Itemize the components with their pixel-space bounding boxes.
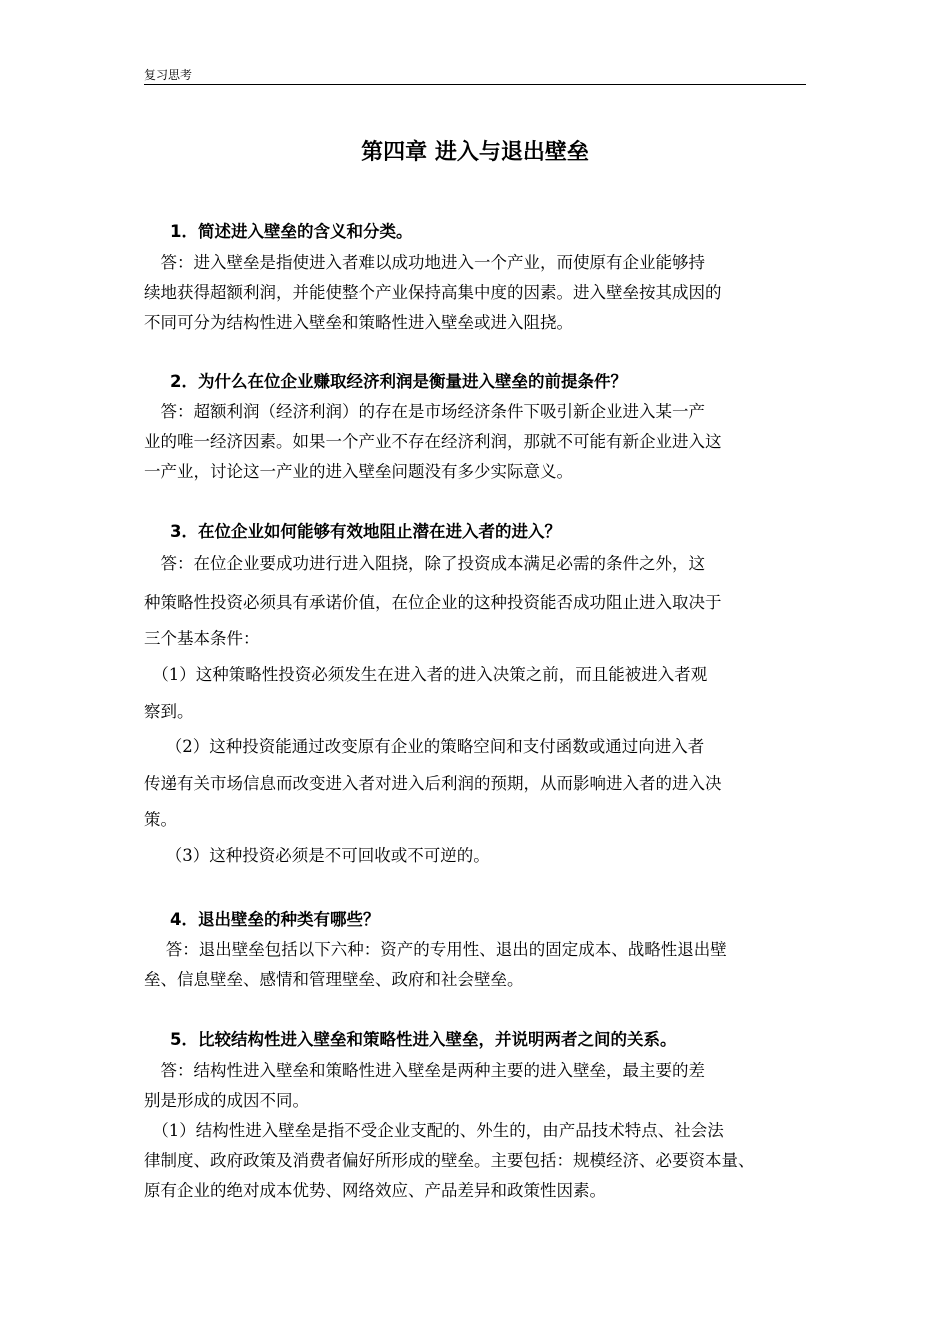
answer-line: 答：结构性进入壁垒和策略性进入壁垒是两种主要的进入壁垒，最主要的差 (144, 1061, 705, 1080)
answer-line: 续地获得超额利润，并能使整个产业保持高集中度的因素。进入壁垒按其成因的 (144, 283, 722, 302)
question-4: 4．退出壁垒的种类有哪些？ (170, 910, 380, 929)
answer-line: 答：进入壁垒是指使进入者难以成功地进入一个产业，而使原有企业能够持 (144, 253, 705, 272)
answer-line: 原有企业的绝对成本优势、网络效应、产品差异和政策性因素。 (144, 1181, 606, 1200)
answer-line: 察到。 (144, 702, 194, 721)
answer-line: 答：超额利润（经济利润）的存在是市场经济条件下吸引新企业进入某一产 (144, 402, 705, 421)
question-3: 3．在位企业如何能够有效地阻止潜在进入者的进入？ (170, 522, 561, 541)
answer-line: 不同可分为结构性进入壁垒和策略性进入壁垒或进入阻挠。 (144, 313, 573, 332)
question-2: 2．为什么在位企业赚取经济利润是衡量进入壁垒的前提条件？ (170, 372, 627, 391)
answer-line: 传递有关市场信息而改变进入者对进入后利润的预期，从而影响进入者的进入决 (144, 774, 722, 793)
answer-line: 业的唯一经济因素。如果一个产业不存在经济利润，那就不可能有新企业进入这 (144, 432, 722, 451)
answer-line: （2）这种投资能通过改变原有企业的策略空间和支付函数或通过向进入者 (144, 737, 705, 756)
answer-line: 答：在位企业要成功进行进入阻挠，除了投资成本满足必需的条件之外，这 (144, 554, 705, 573)
answer-line: （1）结构性进入壁垒是指不受企业支配的、外生的，由产品技术特点、社会法 (144, 1121, 724, 1140)
answer-line: 种策略性投资必须具有承诺价值，在位企业的这种投资能否成功阻止进入取决于 (144, 593, 722, 612)
answer-line: 律制度、政府政策及消费者偏好所形成的壁垒。主要包括：规模经济、必要资本量、 (144, 1151, 755, 1170)
chapter-title: 第四章 进入与退出壁垒 (361, 140, 589, 165)
page-header: 复习思考 (144, 68, 193, 82)
answer-line: 别是形成的成因不同。 (144, 1091, 309, 1110)
answer-line: 三个基本条件： (144, 629, 260, 648)
answer-line: 垒、信息壁垒、感情和管理壁垒、政府和社会壁垒。 (144, 970, 524, 989)
header-divider (144, 84, 806, 85)
answer-line: 答：退出壁垒包括以下六种：资产的专用性、退出的固定成本、战略性退出壁 (144, 940, 727, 959)
question-1: 1．简述进入壁垒的含义和分类。 (170, 222, 413, 241)
answer-line: 一产业，讨论这一产业的进入壁垒问题没有多少实际意义。 (144, 462, 573, 481)
answer-line: （1）这种策略性投资必须发生在进入者的进入决策之前，而且能被进入者观 (144, 665, 708, 684)
answer-line: 策。 (144, 810, 177, 829)
answer-line: （3）这种投资必须是不可回收或不可逆的。 (144, 846, 490, 865)
question-5: 5．比较结构性进入壁垒和策略性进入壁垒，并说明两者之间的关系。 (170, 1030, 677, 1049)
